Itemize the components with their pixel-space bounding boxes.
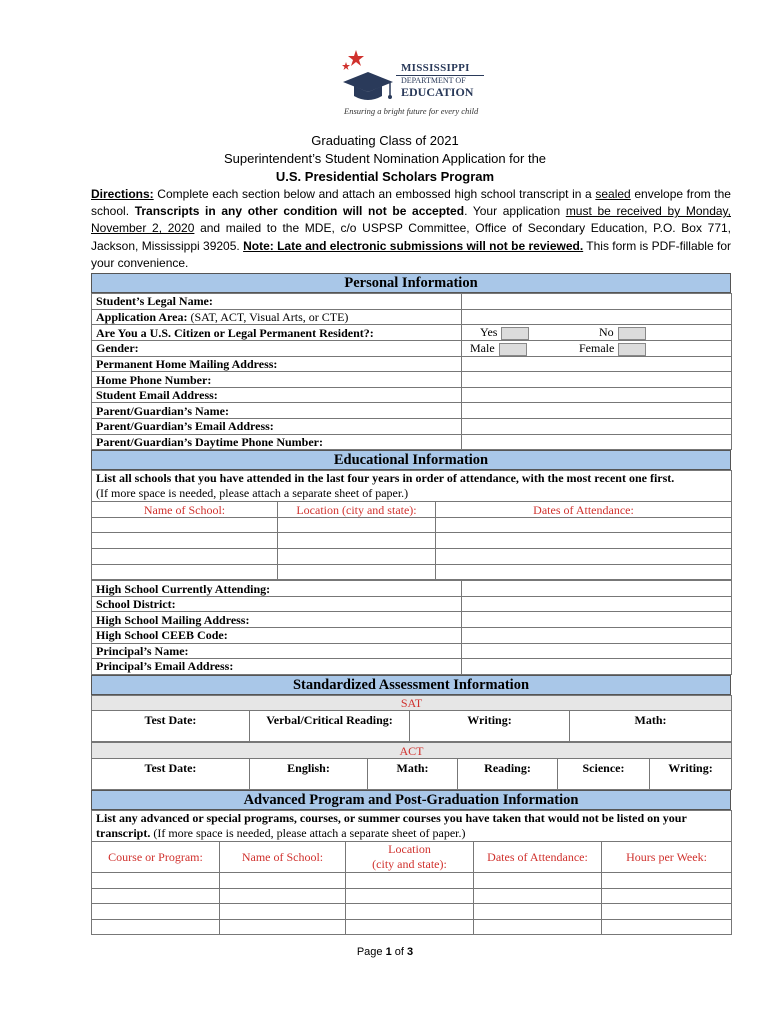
female-checkbox[interactable] [618,343,646,356]
principal-email-field[interactable] [462,659,732,675]
section-personal-header: Personal Information [91,273,731,293]
col-location-header: Location (city and state): [278,502,436,518]
col-dates-header: Dates of Attendance: [436,502,732,518]
dates-cell[interactable] [436,549,732,565]
logo-tagline: Ensuring a bright future for every child [344,106,479,116]
parent-name-field[interactable] [462,403,732,419]
directions-deadline: must be received by Monday, November 2, 2020 [91,204,731,236]
female-label: Female [579,340,615,355]
section-assessment-header: Standardized Assessment Information [91,675,731,695]
dates-cell[interactable] [436,517,732,533]
parent-email-label: Parent/Guardian’s Email Address: [92,419,462,435]
page-prefix: Page [356,946,386,958]
yes-checkbox[interactable] [501,327,529,340]
act-table [91,742,732,790]
principal-field[interactable] [462,643,732,659]
act-header: ACT [92,743,732,759]
dates-cell[interactable] [436,533,732,549]
table-row [92,419,732,435]
table-row [92,904,732,920]
no-checkbox[interactable] [618,327,646,340]
directions-bold-2: Note: Late and electronic submissions will not be reviewed. [243,238,584,253]
directions-text-4: and mailed to the MDE, c/o USPSP Committee, Office of Secondary Education, P.O. Box 771, Jackson, Mississippi 39205. [91,221,732,253]
school-cell[interactable] [92,533,278,549]
course-cell[interactable] [92,888,220,904]
table-row [92,888,732,904]
table-row [92,325,732,341]
phone-field[interactable] [462,372,732,388]
adv-school-cell[interactable] [220,904,346,920]
sat-writing[interactable]: Writing: [410,711,570,742]
directions-label: Directions: [91,187,154,201]
page-number [0,946,770,958]
citizen-label: Are You a U.S. Citizen or Legal Permanent Resident?: [92,325,462,341]
act-writing[interactable]: Writing: [650,758,732,789]
parent-name-label: Parent/Guardian’s Name: [92,403,462,419]
education-instr-bold: List all schools that you have attended in the last four years in order of attendance, with the most recent one first. [96,471,675,486]
parent-phone-label: Parent/Guardian’s Daytime Phone Number: [92,434,462,450]
table-row [92,711,732,742]
application-area-hint: (SAT, ACT, Visual Arts, or CTE) [190,309,349,324]
table-row [92,643,732,659]
application-area-cell [92,309,462,325]
education-instr-note: (If more space is needed, please attach a separate sheet of paper.) [96,486,409,501]
table-row [92,387,732,403]
personal-info-table [91,293,732,450]
logo-line-1: MISSISSIPPI [401,62,470,74]
table-row [92,294,732,310]
advanced-instr-bold: List any advanced or special programs, courses, or summer courses you have taken that would not be listed on your transcript. [96,810,687,840]
table-row [92,872,732,888]
hs-address-label: High School Mailing Address: [92,612,462,628]
page-of: of [391,946,408,958]
page-total: 3 [407,946,414,958]
advanced-instr-note: (If more space is needed, please attach a separate sheet of paper.) [150,825,466,840]
table-row [92,434,732,450]
col-adv-location-header [346,841,474,872]
table-row [92,471,732,502]
yes-label: Yes [480,325,498,340]
sat-table [91,695,732,743]
parent-phone-field[interactable] [462,434,732,450]
hs-field[interactable] [462,581,732,597]
table-row [92,502,732,518]
location-cell[interactable] [278,564,436,580]
adv-dates-cell[interactable] [474,872,602,888]
table-row [92,659,732,675]
act-math[interactable]: Math: [368,758,458,789]
gender-label: Gender: [92,340,462,356]
sat-test-date[interactable]: Test Date: [92,711,250,742]
table-row [92,403,732,419]
col-adv-dates-header: Dates of Attendance: [474,841,602,872]
citizen-options [462,325,732,341]
act-science[interactable]: Science: [558,758,650,789]
page-current: 1 [385,946,392,958]
email-label: Student Email Address: [92,387,462,403]
table-row [92,517,732,533]
act-test-date[interactable]: Test Date: [92,758,250,789]
phone-label: Home Phone Number: [92,372,462,388]
sat-verbal[interactable]: Verbal/Critical Reading: [250,711,410,742]
act-english[interactable]: English: [250,758,368,789]
table-row [92,372,732,388]
adv-dates-cell[interactable] [474,919,602,935]
adv-school-cell[interactable] [220,872,346,888]
hours-cell[interactable] [602,919,732,935]
course-cell[interactable] [92,872,220,888]
table-row [92,743,732,759]
table-row [92,533,732,549]
table-row [92,810,732,841]
address-label: Permanent Home Mailing Address: [92,356,462,372]
adv-school-cell[interactable] [220,919,346,935]
table-row [92,581,732,597]
table-row [92,356,732,372]
col-adv-location-line-1: Location [388,841,431,856]
course-cell[interactable] [92,919,220,935]
table-row [92,549,732,565]
adv-location-cell[interactable] [346,872,474,888]
directions-text-2: envelope from the school. [91,187,731,219]
ceeb-label: High School CEEB Code: [92,628,462,644]
location-cell[interactable] [278,549,436,565]
directions-text-5: This form is PDF-fillable for your convenience. [91,238,731,270]
adv-location-cell[interactable] [346,888,474,904]
location-cell[interactable] [278,533,436,549]
doc-title-line-2: Superintendent’s Student Nomination Application for the [223,151,547,166]
directions-text-3: . Your application [464,204,566,219]
directions-sealed: sealed [595,187,631,201]
district-label: School District: [92,596,462,612]
email-field[interactable] [462,387,732,403]
parent-email-field[interactable] [462,419,732,435]
application-area-label: Application Area: [96,309,188,324]
graduation-cap-star-icon [338,48,398,108]
table-row [92,596,732,612]
logo-line-3: EDUCATION [401,85,474,99]
application-area-field[interactable] [462,309,732,325]
hours-cell[interactable] [602,888,732,904]
location-cell[interactable] [278,517,436,533]
ceeb-field[interactable] [462,628,732,644]
section-advanced-header: Advanced Program and Post-Graduation Information [91,790,731,810]
legal-name-label: Student’s Legal Name: [92,294,462,310]
adv-dates-cell[interactable] [474,904,602,920]
mde-logo [338,48,488,120]
sat-header: SAT [92,695,732,711]
hs-address-field[interactable] [462,612,732,628]
section-education-header: Educational Information [91,450,731,470]
male-checkbox[interactable] [499,343,527,356]
table-row [92,340,732,356]
table-row [92,309,732,325]
col-course-header: Course or Program: [92,841,220,872]
hours-cell[interactable] [602,872,732,888]
col-adv-school-header: Name of School: [220,841,346,872]
education-instructions [92,471,732,502]
doc-title-line-3: U.S. Presidential Scholars Program [275,169,495,184]
doc-title-line-1: Graduating Class of 2021 [311,133,459,148]
education-table [91,470,732,580]
adv-location-cell[interactable] [346,919,474,935]
table-row [92,841,732,872]
col-adv-location-line-2: (city and state): [372,856,447,871]
principal-email-label: Principal’s Email Address: [92,659,462,675]
col-hours-header: Hours per Week: [602,841,732,872]
school-cell[interactable] [92,549,278,565]
course-cell[interactable] [92,904,220,920]
dates-cell[interactable] [436,564,732,580]
directions-text-1: Complete each section below and attach an embossed high school transcript in a [153,187,596,201]
adv-school-cell[interactable] [220,888,346,904]
school-cell[interactable] [92,517,278,533]
table-row [92,612,732,628]
table-row [92,695,732,711]
address-field[interactable] [462,356,732,372]
advanced-instructions [92,810,732,841]
hs-label: High School Currently Attending: [92,581,462,597]
advanced-table [91,810,732,935]
sat-math[interactable]: Math: [570,711,732,742]
act-reading[interactable]: Reading: [458,758,558,789]
adv-location-cell[interactable] [346,904,474,920]
hours-cell[interactable] [602,904,732,920]
legal-name-field[interactable] [462,294,732,310]
col-school-header: Name of School: [92,502,278,518]
table-row [92,564,732,580]
directions-paragraph [91,186,731,272]
school-cell[interactable] [92,564,278,580]
gender-options [462,340,732,356]
adv-dates-cell[interactable] [474,888,602,904]
table-row [92,919,732,935]
table-row [92,628,732,644]
principal-label: Principal’s Name: [92,643,462,659]
male-label: Male [470,340,495,355]
directions-bold-1: Transcripts in any other condition will not be accepted [134,204,465,219]
no-label: No [599,325,614,340]
district-field[interactable] [462,596,732,612]
school-info-table [91,580,732,675]
table-row [92,758,732,789]
logo-line-2: DEPARTMENT OF [401,76,466,85]
nomination-form [91,273,731,935]
